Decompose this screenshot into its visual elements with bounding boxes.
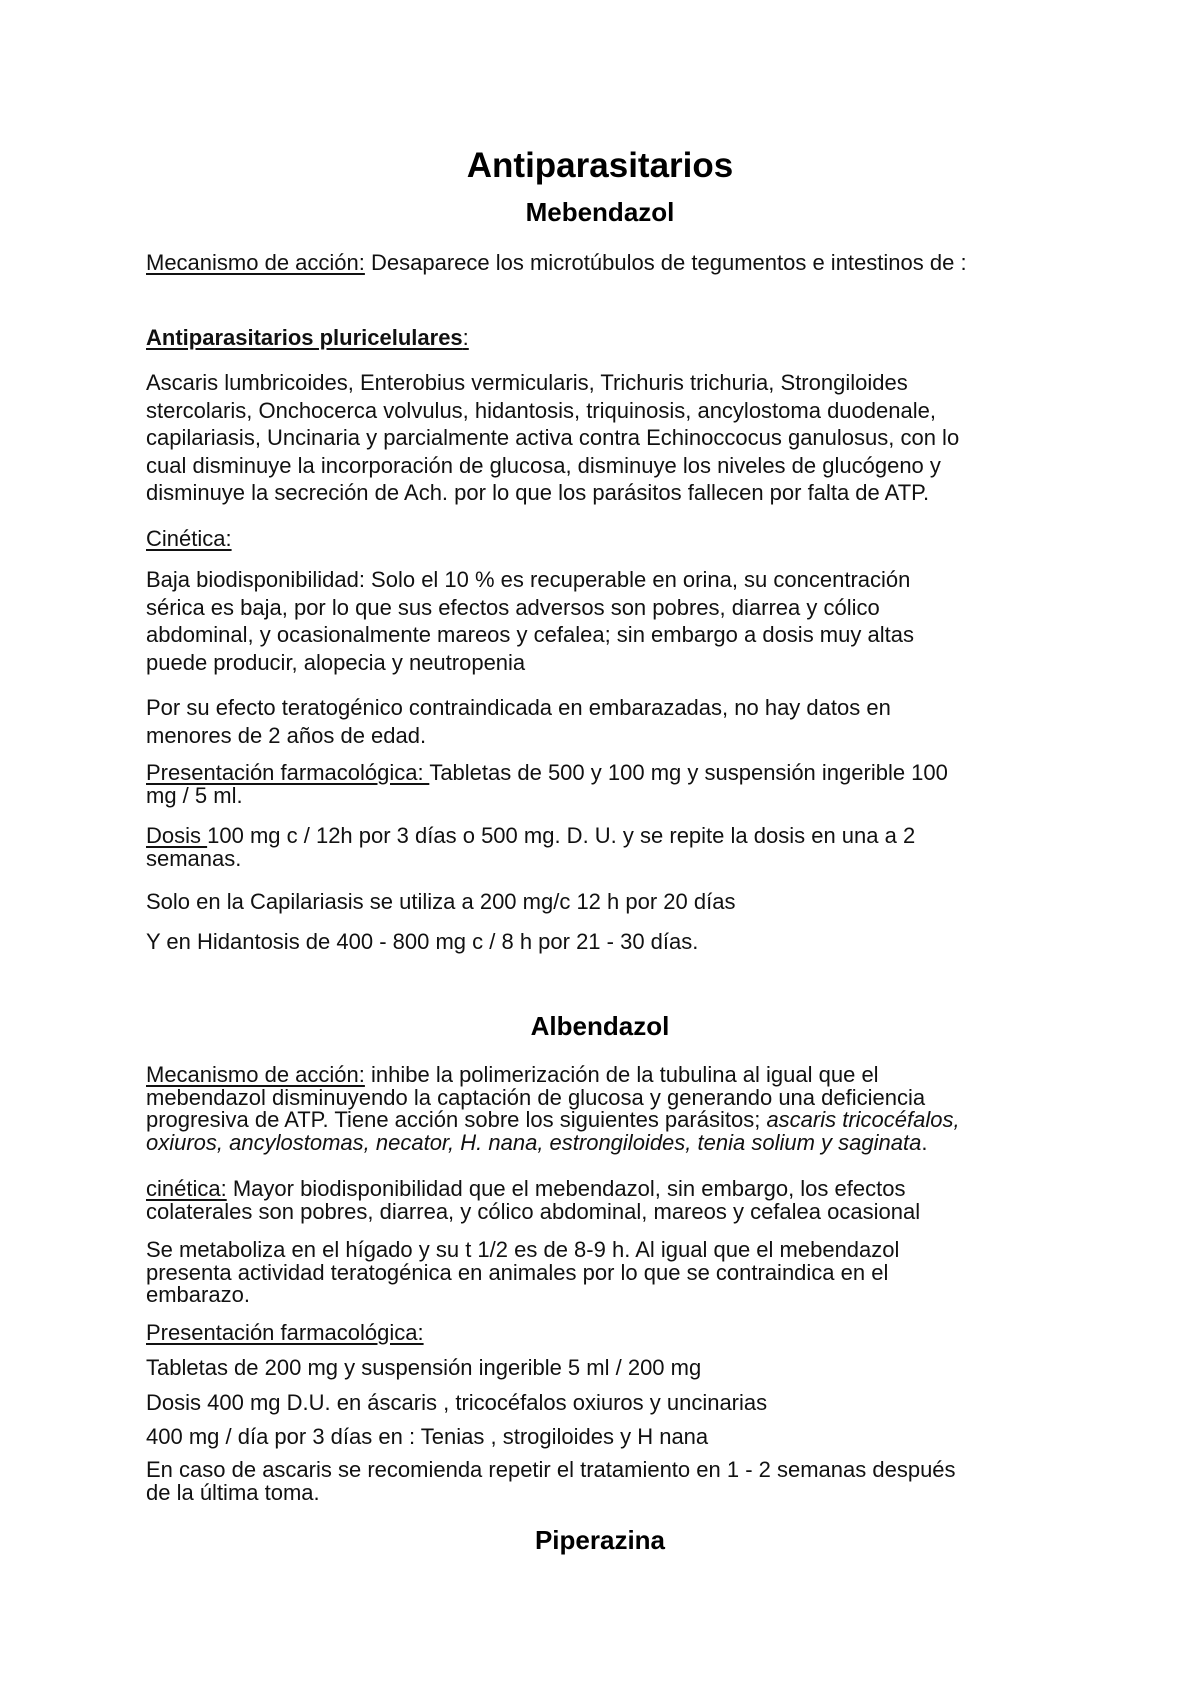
text-line: capilariasis, Uncinaria y parcialmente activa contra Echinoccocus ganulosus, con lo [146, 425, 960, 450]
mebendazol-cinetica-heading [146, 525, 1066, 553]
albendazol-mecanismo [146, 1064, 1066, 1154]
text-line: colaterales son pobres, diarrea, y cólico abdominal, mareos y cefalea ocasional [146, 1198, 921, 1224]
text-line: Baja biodisponibilidad: Solo el 10 % es recuperable en orina, su concentración [146, 567, 911, 592]
cinetica-paragraph [146, 566, 1066, 676]
dosis-text-cont: semanas. [146, 845, 242, 871]
mecanismo-text: Desaparece los microtúbulos de tegumentos e intestinos de : [364, 250, 967, 275]
presentacion-text: Tabletas de 500 y 100 mg y suspensión ingerible 100 [429, 760, 948, 785]
text-line: . [921, 1129, 928, 1155]
repetir-paragraph [146, 1459, 1066, 1504]
text-line: Mayor biodisponibilidad que el mebendazol, sin embargo, los efectos [226, 1176, 906, 1201]
hidantosis-line: Y en Hidantosis de 400 - 800 mg c / 8 h por 21 - 30 días. [146, 929, 699, 954]
pluricelulares-heading [146, 324, 1066, 352]
section-heading-mebendazol: Mebendazol [525, 197, 675, 227]
text-line: progresiva de ATP. Tiene acción sobre los siguientes parásitos; [146, 1107, 767, 1132]
mebendazol-dosis [146, 825, 1066, 870]
albendazol-presentacion-heading [146, 1319, 1066, 1347]
capilariasis-line: Solo en la Capilariasis se utiliza a 200 mg/c 12 h por 20 días [146, 889, 736, 914]
dosis-text: 100 mg c / 12h por 3 días o 500 mg. D. U. y se repite la dosis en una a 2 [207, 823, 916, 848]
text-line: presenta actividad teratogénica en animales por lo que se contraindica en el [146, 1259, 889, 1285]
text-line: En caso de ascaris se recomienda repetir el tratamiento en 1 - 2 semanas después [146, 1457, 956, 1482]
italic-parasites: ascaris tricocéfalos, [766, 1107, 960, 1132]
cinetica-label: Cinética: [146, 526, 232, 551]
text-line: Por su efecto teratogénico contraindicada en embarazadas, no hay datos en [146, 695, 891, 720]
presentacion-text-cont: mg / 5 ml. [146, 782, 243, 808]
text-line: cual disminuye la incorporación de glucosa, disminuye los niveles de glucógeno y [146, 452, 941, 478]
document-title: Antiparasitarios [466, 146, 734, 185]
text-line: Ascaris lumbricoides, Enterobius vermicularis, Trichuris trichuria, Strongiloides [146, 370, 908, 395]
mecanismo-label: Mecanismo de acción: [146, 1062, 365, 1087]
pluricelulares-label: Antiparasitarios pluricelulares [146, 325, 463, 350]
tenias-line: 400 mg / día por 3 días en : Tenias , strogiloides y H nana [146, 1424, 709, 1449]
italic-parasites: oxiuros, ancylostomas, necator, H. nana, estrongiloides, tenia solium y saginata [146, 1129, 922, 1155]
text-line: Se metaboliza en el hígado y su t 1/2 es de 8-9 h. Al igual que el mebendazol [146, 1237, 900, 1262]
pluricelulares-paragraph [146, 369, 1066, 507]
mebendazol-mecanismo [146, 249, 1066, 277]
text-line: disminuye la secreción de Ach. por lo que los parásitos fallecen por falta de ATP. [146, 480, 930, 505]
text-line: puede producir, alopecia y neutropenia [146, 649, 526, 675]
albendazol-cinetica [146, 1178, 1066, 1223]
mecanismo-label: Mecanismo de acción: [146, 250, 365, 275]
text-line: abdominal, y ocasionalmente mareos y cefalea; sin embargo a dosis muy altas [146, 622, 914, 647]
cinetica-label: cinética: [146, 1176, 227, 1201]
text-line: mebendazol disminuyendo la captación de glucosa y generando una deficiencia [146, 1084, 926, 1110]
text-line: embarazo. [146, 1282, 250, 1307]
text-line: stercolaris, Onchocerca volvulus, hidantosis, triquinosis, ancylostoma duodenale, [146, 397, 936, 423]
dosis-line: Dosis 400 mg D.U. en áscaris , tricocéfalos oxiuros y uncinarias [146, 1390, 768, 1415]
pluricelulares-colon: : [462, 325, 469, 350]
section-heading-albendazol: Albendazol [530, 1011, 670, 1041]
text-line: inhibe la polimerización de la tubulina al igual que el [364, 1062, 879, 1087]
metaboliza-paragraph [146, 1239, 1066, 1307]
tabletas-line: Tabletas de 200 mg y suspensión ingerible 5 ml / 200 mg [146, 1355, 702, 1380]
text-line: sérica es baja, por lo que sus efectos adversos son pobres, diarrea y cólico [146, 594, 880, 620]
dosis-label: Dosis [146, 823, 208, 848]
section-heading-piperazina: Piperazina [534, 1525, 666, 1555]
teratogenico-paragraph [146, 694, 1066, 749]
presentacion-label: Presentación farmacológica: [146, 1320, 424, 1345]
text-line: de la última toma. [146, 1479, 320, 1505]
mebendazol-presentacion [146, 762, 1066, 807]
presentacion-label: Presentación farmacológica: [146, 760, 430, 785]
text-line: menores de 2 años de edad. [146, 722, 427, 748]
